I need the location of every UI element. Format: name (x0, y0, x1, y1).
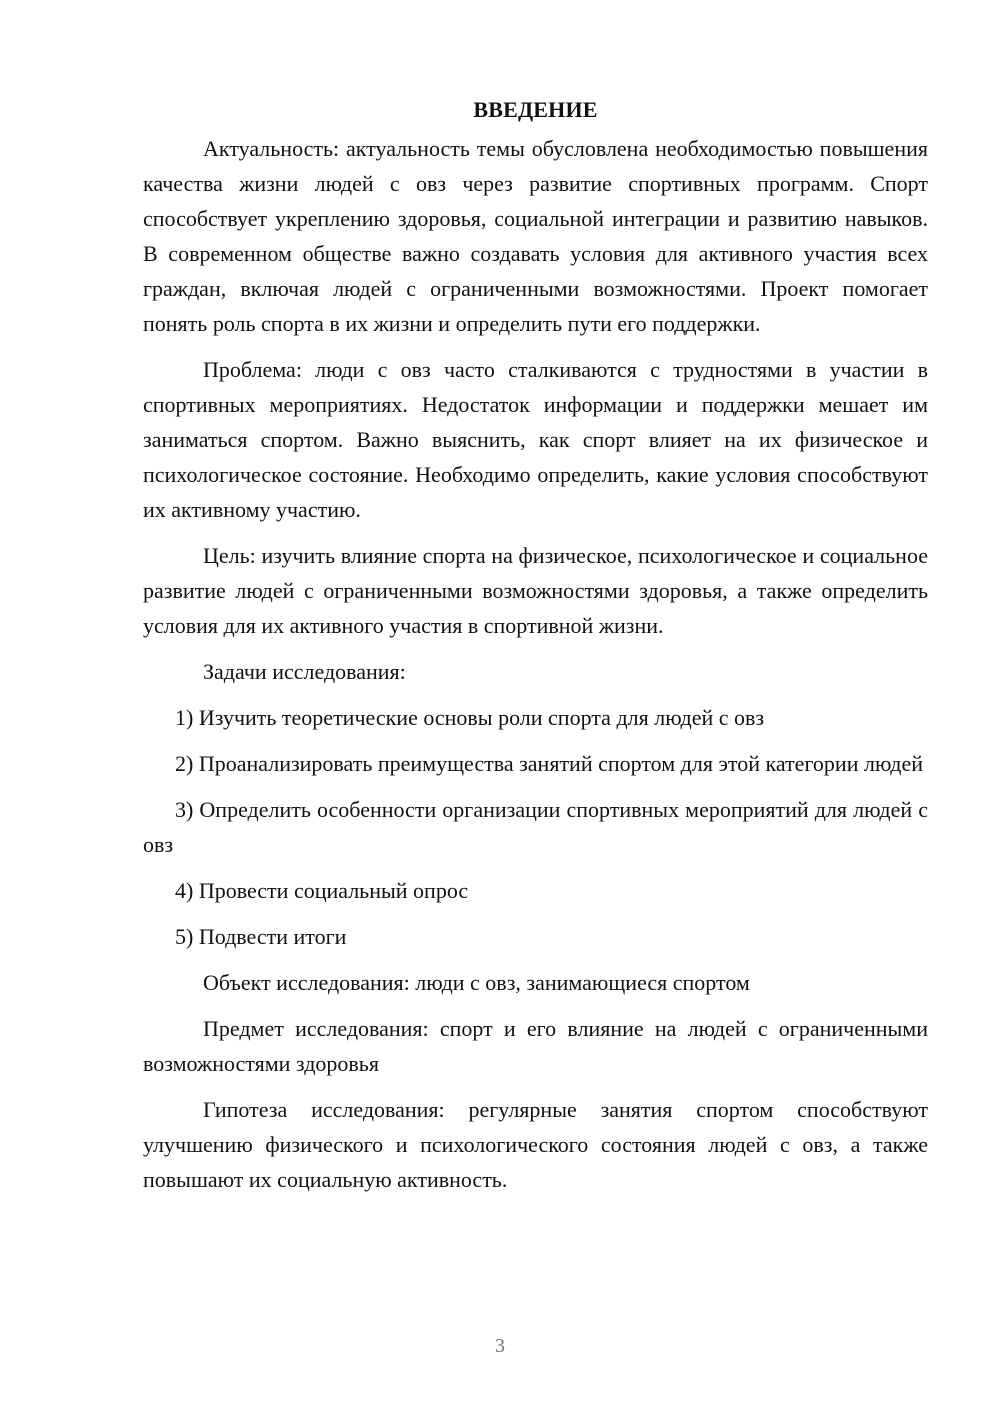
tasks-title: Задачи исследования: (203, 659, 406, 684)
task-item: 3) Определить особенности организации спортивных мероприятий для людей с овз (143, 797, 928, 857)
task-item: 4) Провести социальный опрос (175, 878, 469, 903)
hypothesis-paragraph: Гипотеза исследования: регулярные занятия спортом способствуют улучшению физического и психологического состояния людей с овз, а также повышают их социальную активность. (143, 1097, 928, 1192)
problem-paragraph: Проблема: люди с овз часто сталкиваются с трудностями в участии в спортивных мероприятиях. Недостаток информации и поддержки мешает им заниматься спортом. Важно выяснить, как спорт влияет на их физическое и психологическое состояние. Необходимо определить, какие условия способствуют их активному участию. (143, 357, 928, 522)
task-item: 2) Проанализировать преимущества занятий спортом для этой категории людей (175, 751, 923, 776)
relevance-paragraph: Актуальность: актуальность темы обусловлена необходимостью повышения качества жизни людей с овз через развитие спортивных программ. Спорт способствует укреплению здоровья, социальной интеграции и развитию навыков. В современном обществе важно создавать условия для активного участия всех граждан, включая людей с ограниченными возможностями. Проект помогает понять роль спорта в их жизни и определить пути его поддержки. (143, 136, 928, 336)
page-number: 3 (495, 1335, 505, 1357)
goal-paragraph: Цель: изучить влияние спорта на физическое, психологическое и социальное развитие людей с ограниченными возможностями здоровья, а также определить условия для их активного участия в спортивной жизни. (143, 543, 928, 638)
task-item: 5) Подвести итоги (175, 924, 347, 949)
document-page (143, 92, 928, 1197)
tasks-list (143, 700, 928, 954)
section-heading: ВВЕДЕНИЕ (473, 97, 598, 122)
object-paragraph: Объект исследования: люди с овз, занимающиеся спортом (203, 970, 750, 995)
subject-paragraph: Предмет исследования: спорт и его влияние на людей с ограниченными возможностями здоровья (143, 1016, 928, 1076)
task-item: 1) Изучить теоретические основы роли спорта для людей с овз (175, 705, 765, 730)
